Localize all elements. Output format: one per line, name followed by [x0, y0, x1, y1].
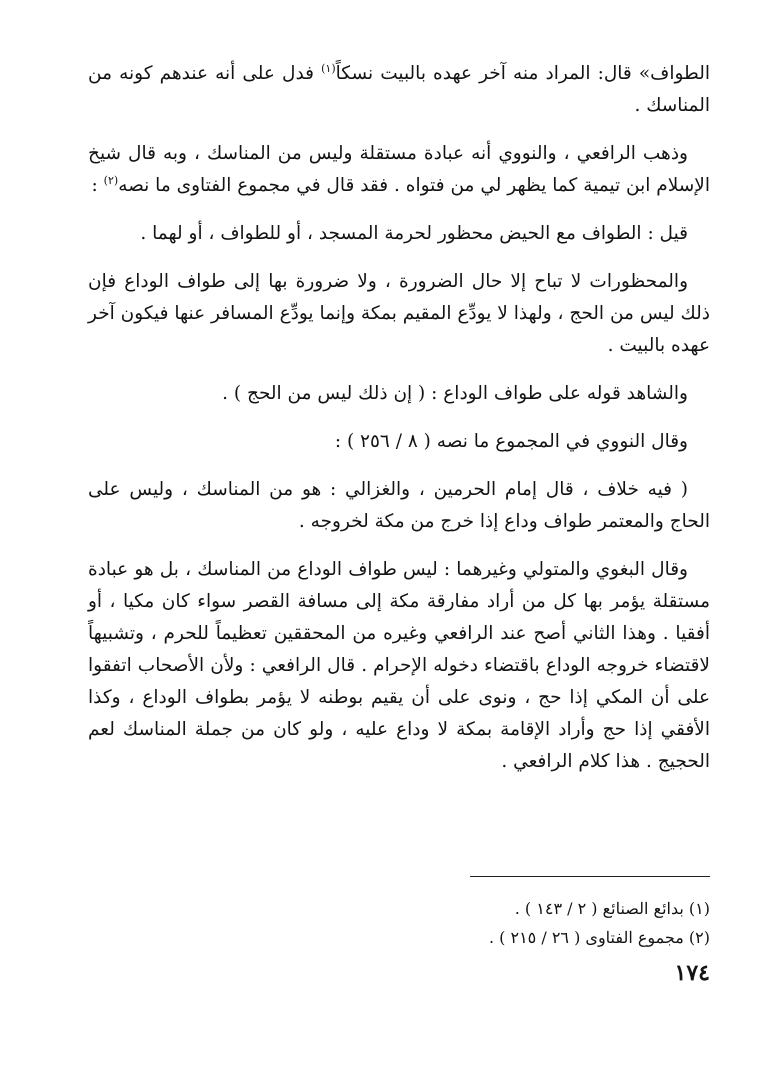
footnote-1: (١) بدائع الصنائع ( ٢ / ١٤٣ ) . [514, 899, 710, 918]
paragraph-3: قيل : الطواف مع الحيض محظور لحرمة المسجد ، أو للطواف ، أو لهما . [140, 223, 688, 244]
paragraph-6: وقال النووي في المجموع ما نصه ( ٨ / ٢٥٦ ) : [334, 431, 688, 452]
paragraph-1 [88, 58, 710, 122]
footnote-divider [470, 876, 710, 877]
footnote-ref-1: (١) [321, 61, 336, 75]
footnotes [110, 894, 710, 952]
paragraph-5: والشاهد قوله على طواف الوداع : ( إن ذلك ليس من الحج ) . [222, 383, 688, 404]
paragraph-2-continuation: : [91, 175, 104, 196]
paragraph-8: وقال البغوي والمتولي وغيرهما : ليس طواف الوداع من المناسك ، بل هو عبادة مستقلة يؤمر بها كل من أراد مفارقة مكة إلى مسافة القصر سواء كان مكيا ، أو أفقيا . وهذا الثاني أصح عند الرافعي وغيره من المحققين تعظيماً للحرم ، وتشبيهاً لاقتضاء خروجه الوداع باقتضاء دخوله الإحرام . قال الرافعي : ولأن الأصحاب اتفقوا على أن المكي إذا حج ، ونوى على أن يقيم بوطنه لا يؤمر بطواف الوداع ، وكذا الأفقي إذا حج وأراد الإقامة بمكة لا وداع عليه ، ولو كان من جملة المناسك لعم الحجيج . هذا كلام الرافعي . [88, 559, 711, 772]
paragraph-1-continuation: فدل على أنه عندهم كونه من المناسك . [88, 63, 710, 116]
paragraph-1-text: الطواف» قال: المراد منه آخر عهده بالبيت نسكاً [335, 63, 710, 84]
paragraph-7: ( فيه خلاف ، قال إمام الحرمين ، والغزالي : هو من المناسك ، وليس على الحاج والمعتمر طواف وداع إذا خرج من مكة لخروجه . [88, 479, 710, 532]
paragraph-4: والمحظورات لا تباح إلا حال الضرورة ، ولا ضرورة بها إلى طواف الوداع فإن ذلك ليس من الحج ، ولهذا لا يودِّع المقيم بمكة وإنما يودِّع المسافر عنها فيكون آخر عهده بالبيت . [88, 271, 710, 356]
page-number: ١٧٤ [674, 960, 710, 986]
page-body [88, 58, 710, 794]
paragraph-2-text: وذهب الرافعي ، والنووي أنه عبادة مستقلة وليس من المناسك ، وبه قال شيخ الإسلام ابن تيمية كما يظهر لي من فتواه . فقد قال في مجموع الفتاوى ما نصه [88, 143, 710, 196]
footnote-ref-2: (٢) [103, 173, 119, 187]
footnote-2: (٢) مجموع الفتاوى ( ٢٦ / ٢١٥ ) . [488, 928, 710, 947]
paragraph-2 [88, 138, 710, 202]
